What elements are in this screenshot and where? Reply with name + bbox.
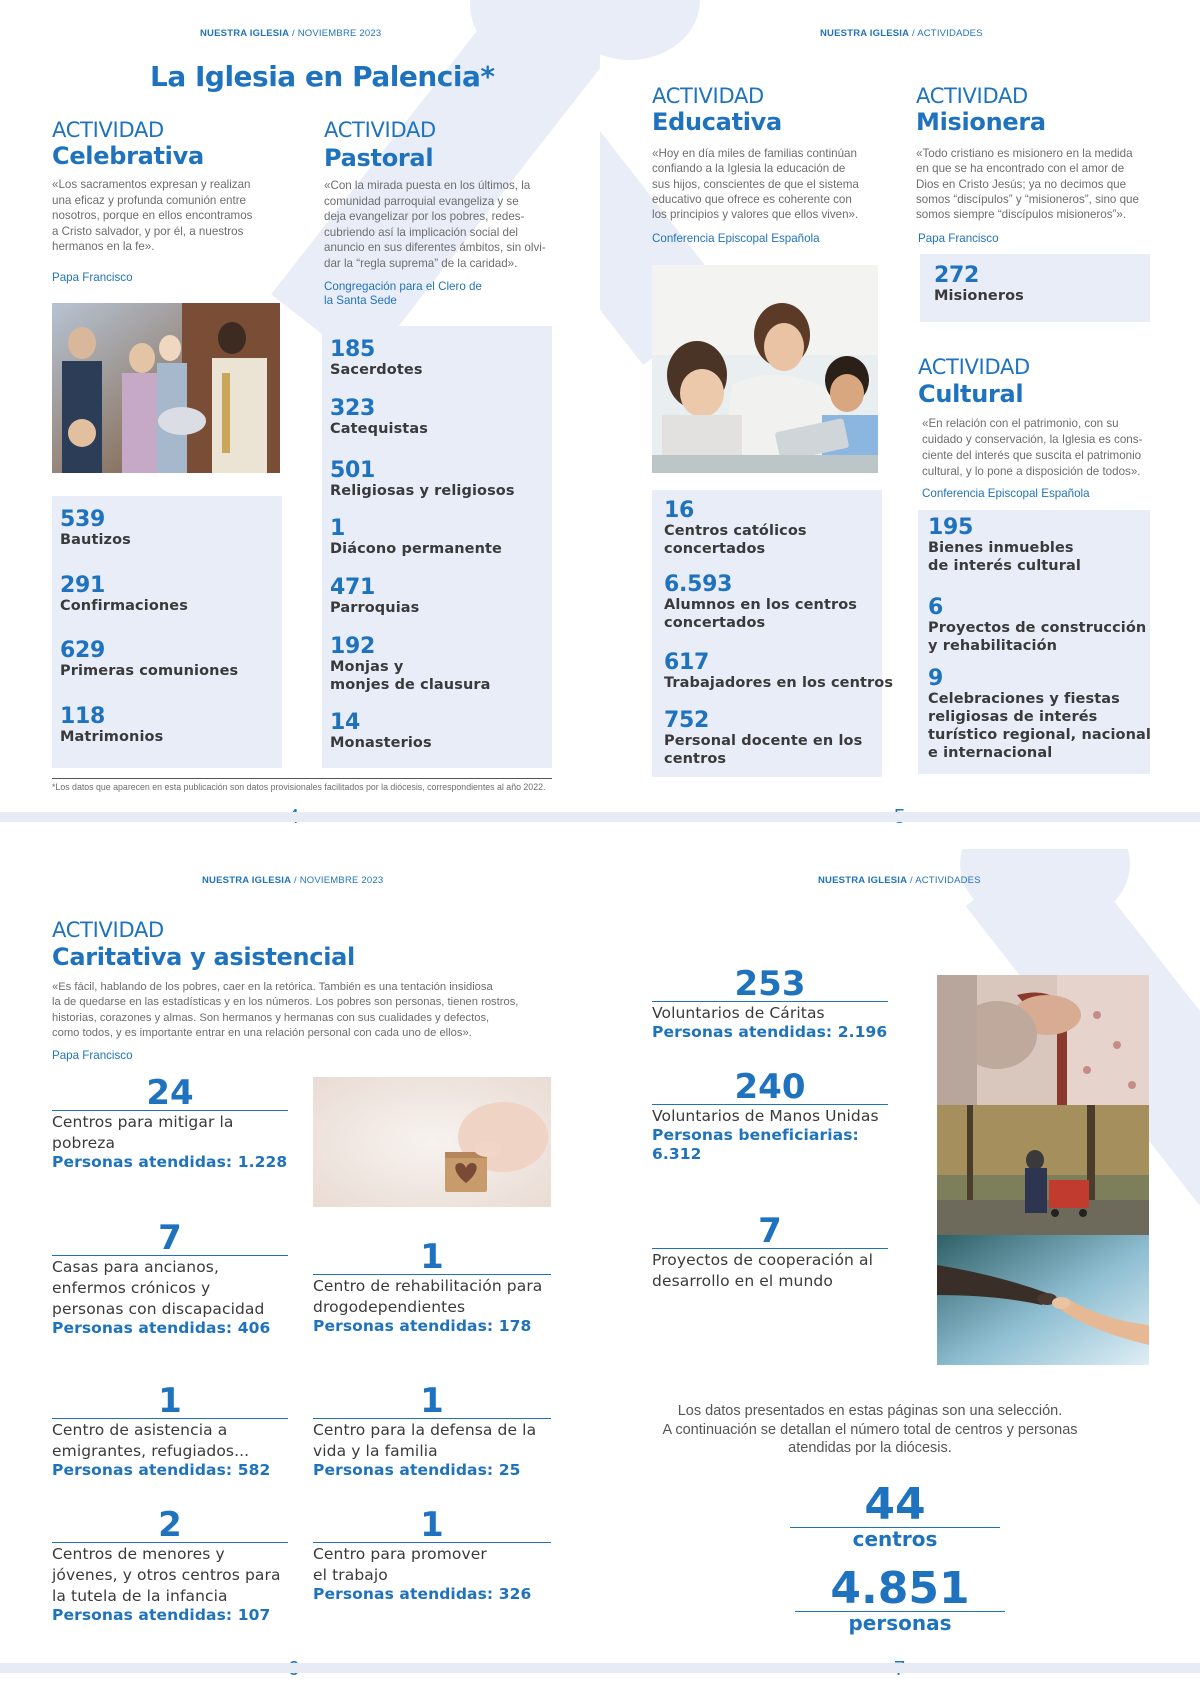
stat-sacerdotes: 185 Sacerdotes <box>330 337 423 378</box>
footer-bar <box>0 812 1200 822</box>
footer-bar <box>0 1663 1200 1673</box>
total-centros: 44 centros <box>790 1483 1000 1550</box>
quote: «Es fácil, hablando de los pobres, caer en la retórica. También es una tentación insidiosa la de quedarse en las estadísticas y en los números. Los pobres son personas, tienen rostros, historias, corazones y almas. Son hermanos y hermanas con sus cualidades y defectos, como todos, y es importante entrar en una relación personal con cada uno de ellos». <box>52 981 519 1039</box>
quote-author: Congregación para el Clero de la Santa Sede <box>324 280 482 307</box>
stat-centro-defensa-vida: 1 Centro para la defensa de la vida y la familia Personas atendidas: 25 <box>313 1384 551 1480</box>
stat-celebraciones-fiestas: 9 Celebraciones y fiestas religiosas de interés turístico regional, nacional e internacional <box>928 666 1151 761</box>
activity-label: ACTIVIDAD <box>52 118 164 142</box>
quote: «Los sacramentos expresan y realizan una eficaz y profunda comunión entre nosotros, porque en ellos encontramos a Cristo salvador, y por él, a nuestros hermanos en la fe». <box>52 178 253 253</box>
stat-centro-emigrantes: 1 Centro de asistencia a emigrantes, refugiados... Personas atendidas: 582 <box>52 1384 288 1480</box>
quote-author: Papa Francisco <box>52 1049 133 1062</box>
stat-catequistas: 323 Catequistas <box>330 396 428 437</box>
stat-centros-pobreza: 24 Centros para mitigar la pobreza Personas atendidas: 1.228 <box>52 1073 288 1171</box>
stat-centros-catolicos: 16 Centros católicos concertados <box>664 498 807 557</box>
activity-name: Pastoral <box>324 144 434 172</box>
stat-proyectos-cooperacion: 7 Proyectos de cooperación al desarrollo en el mundo <box>652 1214 888 1291</box>
decorative-shape <box>600 0 700 60</box>
activity-name: Caritativa y asistencial <box>52 943 355 971</box>
summary-text: Los datos presentados en estas páginas son una selección. A continuación se detallan el número total de centros y personas atendidas por la diócesis. <box>662 1403 1078 1456</box>
stat-misioneros: 272 Misioneros <box>934 263 1024 304</box>
stat-monasterios: 14 Monasterios <box>330 710 432 751</box>
stat-voluntarios-manos-unidas: 240 Voluntarios de Manos Unidas Personas beneficiarias: 6.312 <box>652 1070 888 1164</box>
stat-primeras-comuniones: 629 Primeras comuniones <box>60 638 239 679</box>
stat-confirmaciones: 291 Confirmaciones <box>60 573 188 614</box>
page-6 <box>0 849 600 1697</box>
activity-name: Misionera <box>916 108 1046 136</box>
stat-monjas: 192 Monjas y monjes de clausura <box>330 634 491 693</box>
stat-bautizos: 539 Bautizos <box>60 507 131 548</box>
stat-casas-ancianos: 7 Casas para ancianos, enfermos crónicos y personas con discapacidad Personas atendidas: 406 <box>52 1221 288 1338</box>
stat-centros-menores: 2 Centros de menores y jóvenes, y otros centros para la tutela de la infancia Personas atendidas: 107 <box>52 1508 288 1625</box>
classroom-photo <box>652 265 878 473</box>
quote-author: Conferencia Episcopal Española <box>922 487 1090 500</box>
activity-label: ACTIVIDAD <box>52 918 164 942</box>
quote: «Hoy en día miles de familias continúan confiando a la Iglesia la educación de sus hijos, conscientes de que el sistema educativo que ofrece es coherente con los principios y valores que ellos viven». <box>652 147 859 222</box>
stat-matrimonios: 118 Matrimonios <box>60 704 164 745</box>
stat-proyectos-construccion: 6 Proyectos de construcción y rehabilitación <box>928 595 1147 654</box>
stat-trabajadores: 617 Trabajadores en los centros <box>664 650 894 691</box>
quote-author: Papa Francisco <box>52 271 133 284</box>
quote: «Con la mirada puesta en los últimos, la comunidad parroquial evangeliza y se deja evangelizar por los pobres, redes- cubriendo así la implicación social del anuncio en sus diferentes ámbitos, sin olvi- dar la “regla suprema” de la caridad». <box>324 179 546 270</box>
stat-centro-trabajo: 1 Centro para promover el trabajo Personas atendidas: 326 <box>313 1508 551 1604</box>
quote-author: Papa Francisco <box>918 232 999 245</box>
quote-author: Conferencia Episcopal Española <box>652 232 820 245</box>
stat-alumnos: 6.593 Alumnos en los centros concertados <box>664 572 858 631</box>
page-title: La Iglesia en Palencia* <box>150 60 495 93</box>
running-header: NUESTRA IGLESIA / ACTIVIDADES <box>820 28 983 39</box>
activity-name: Educativa <box>652 108 782 136</box>
activity-label: ACTIVIDAD <box>918 355 1030 379</box>
running-header: NUESTRA IGLESIA / NOVIEMBRE 2023 <box>202 875 384 886</box>
stat-voluntarios-caritas: 253 Voluntarios de Cáritas Personas atendidas: 2.196 <box>652 964 888 1041</box>
homeless-park-photo <box>937 1105 1149 1235</box>
activity-label: ACTIVIDAD <box>916 84 1028 108</box>
activity-name: Cultural <box>918 380 1024 408</box>
stat-bienes-inmuebles: 195 Bienes inmuebles de interés cultural <box>928 515 1081 574</box>
quote: «Todo cristiano es misionero en la medida en que se ha encontrado con el amor de Dios en Cristo Jesús; ya no decimos que somos “discípulos” y “misioneros”, sino que somos siempre “discípulos misioneros”». <box>916 147 1139 222</box>
baptism-photo <box>52 303 280 473</box>
activity-name: Celebrativa <box>52 142 204 170</box>
running-header: NUESTRA IGLESIA / NOVIEMBRE 2023 <box>200 28 382 39</box>
page-4 <box>0 0 600 848</box>
total-personas: 4.851 personas <box>795 1567 1005 1634</box>
stat-diacono: 1 Diácono permanente <box>330 516 502 557</box>
stat-parroquias: 471 Parroquias <box>330 575 420 616</box>
page-5 <box>600 0 1200 848</box>
footnote: *Los datos que aparecen en esta publicación son datos provisionales facilitados por la diócesis, correspondientes al año 2022. <box>52 778 552 792</box>
running-header: NUESTRA IGLESIA / ACTIVIDADES <box>818 875 981 886</box>
elderly-cane-photo <box>937 975 1149 1105</box>
page-7 <box>600 849 1200 1697</box>
stat-centro-rehabilitacion: 1 Centro de rehabilitación para drogodependientes Personas atendidas: 178 <box>313 1240 551 1336</box>
stat-personal-docente: 752 Personal docente en los centros <box>664 708 863 767</box>
activity-label: ACTIVIDAD <box>652 84 764 108</box>
quote: «En relación con el patrimonio, con su cuidado y conservación, la Iglesia es cons- ciente del interés que suscita el patrimonio cultural, y lo pone a disposición de todos». <box>922 417 1143 478</box>
stat-religiosos: 501 Religiosas y religiosos <box>330 458 515 499</box>
reaching-hands-photo <box>937 1235 1149 1365</box>
activity-label: ACTIVIDAD <box>324 118 436 142</box>
heart-block-photo <box>313 1077 551 1207</box>
